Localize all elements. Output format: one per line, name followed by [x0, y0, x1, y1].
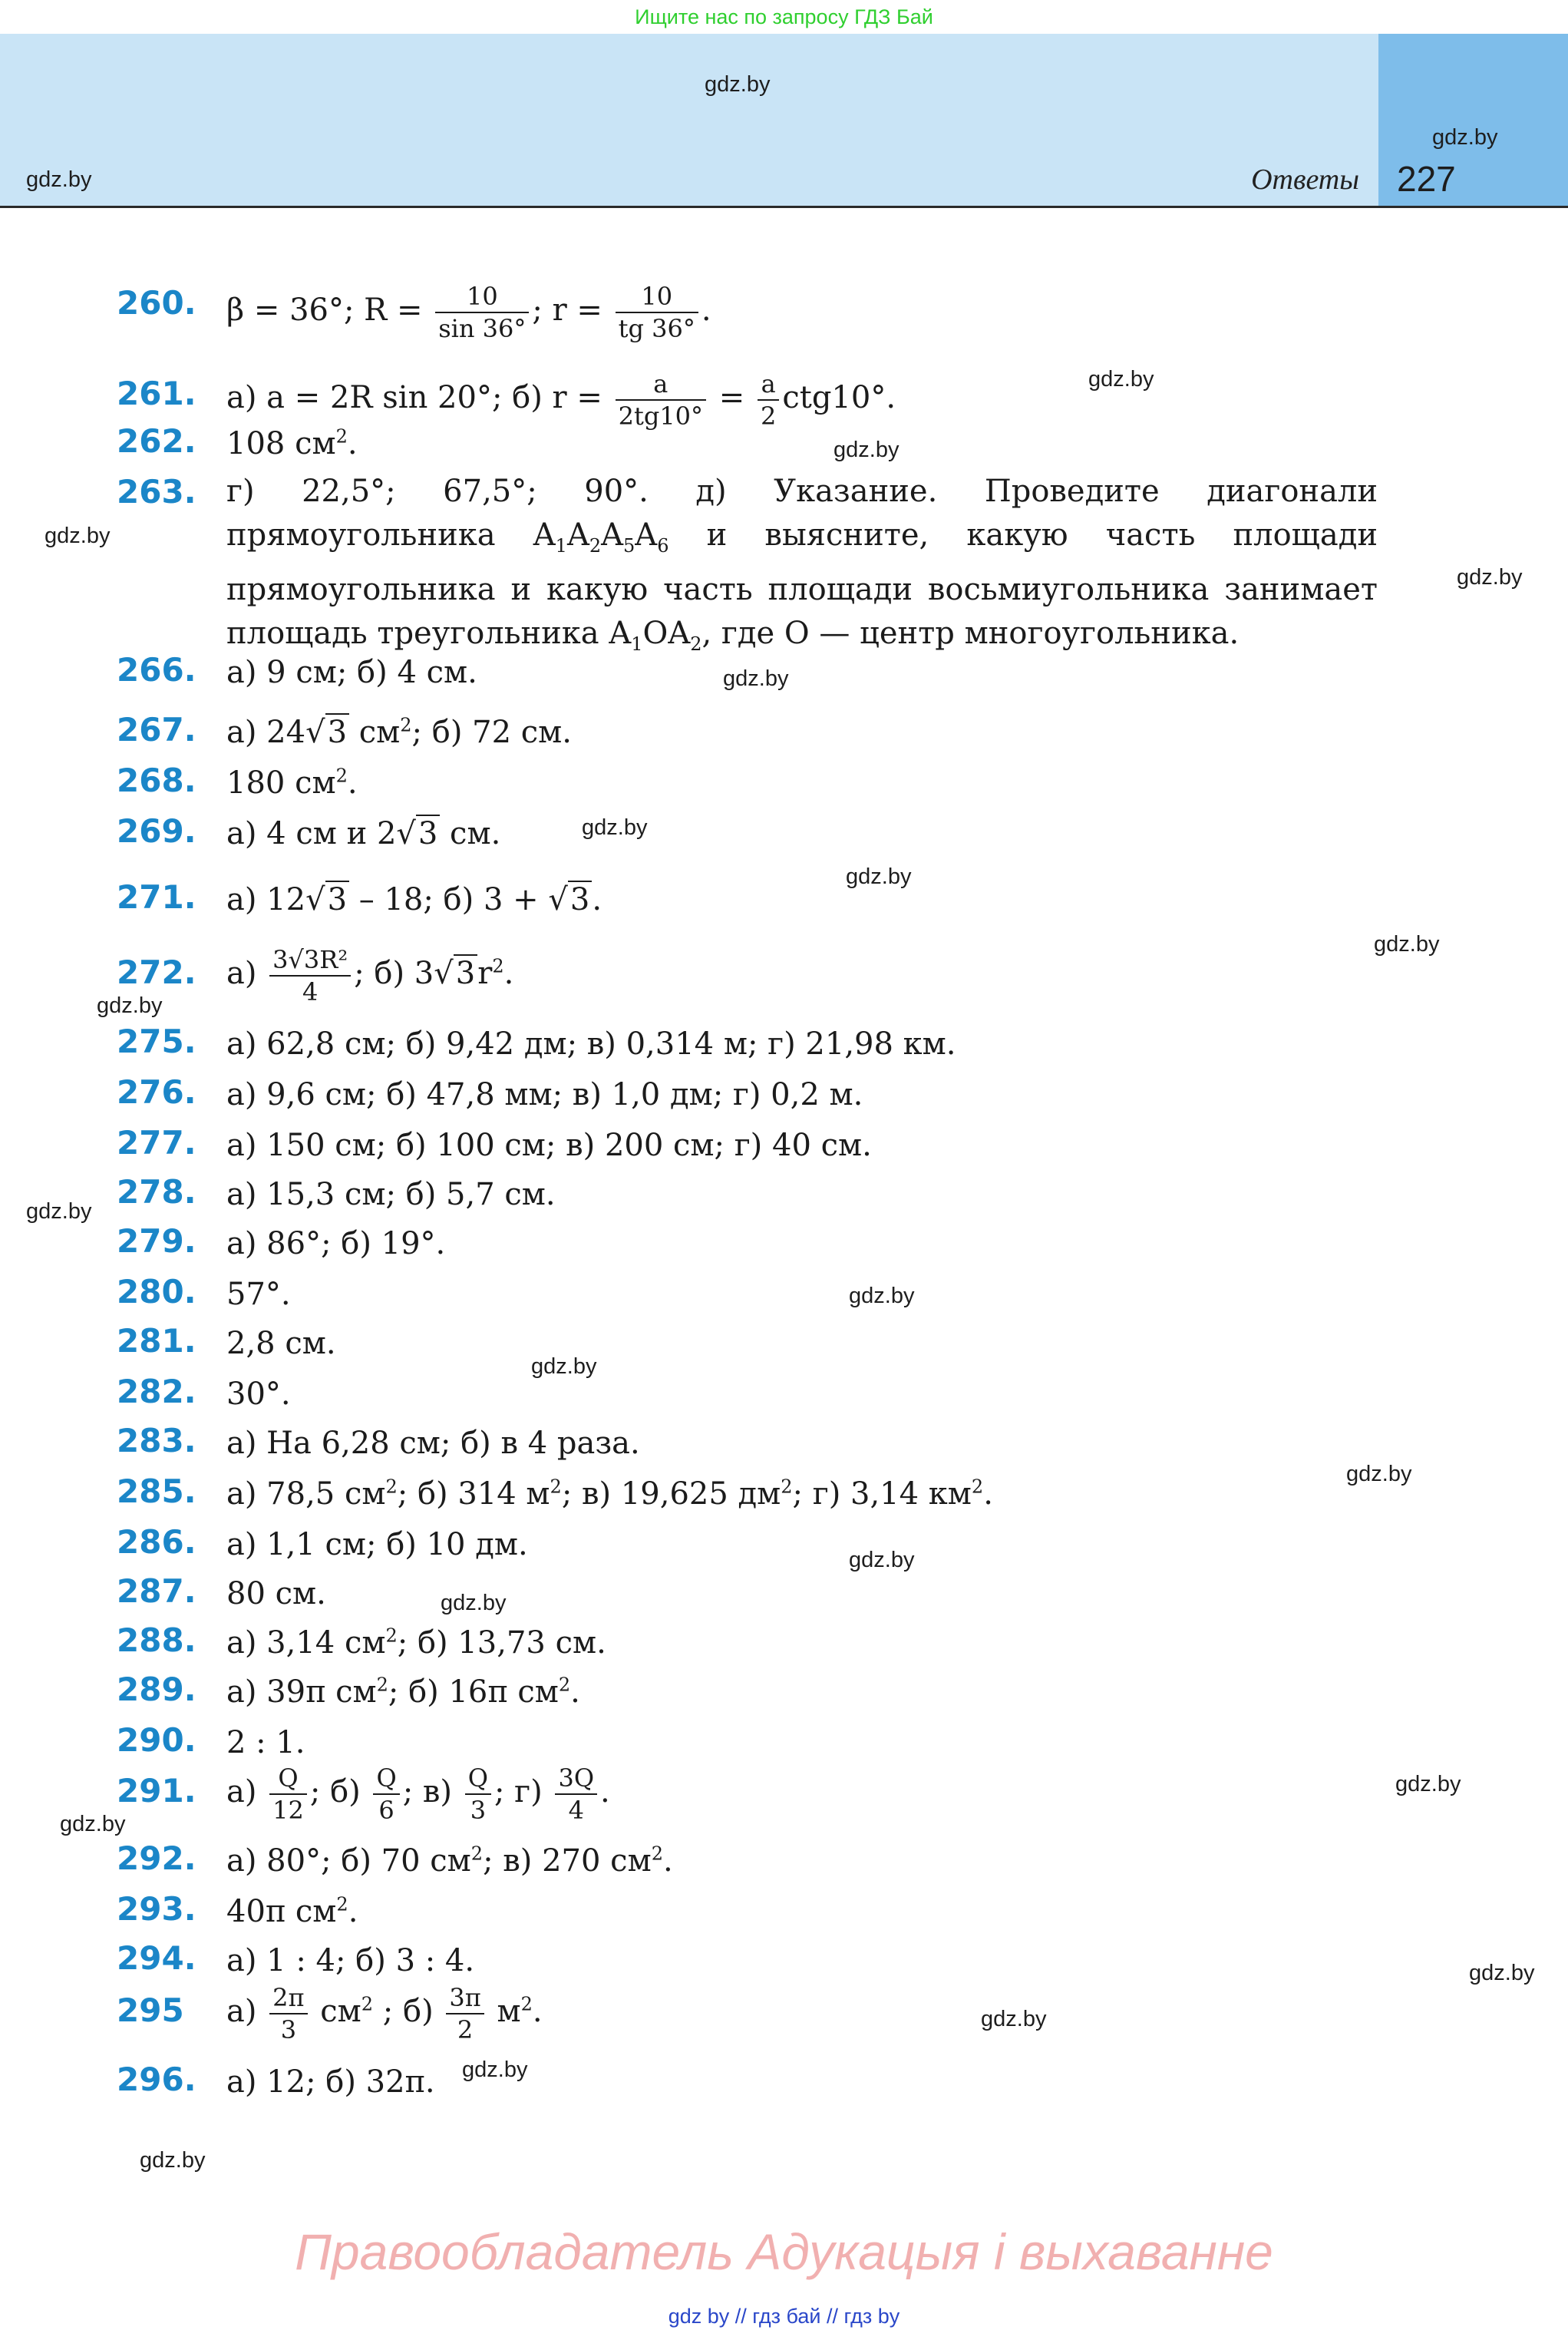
answer-number: 295 [117, 1991, 184, 2029]
answer-number: 275. [117, 1023, 196, 1060]
answer-text: а) На 6,28 см; б) в 4 раза. [226, 1426, 640, 1461]
watermark: gdz.by [1469, 1961, 1535, 1985]
answer-text: а) 9,6 см; б) 47,8 мм; в) 1,0 дм; г) 0,2 м. [226, 1077, 863, 1112]
answer-text: β = 36°; R = $\frac{10}{\sin 36^\circ}$ ; r = $\frac{10}{tg 36^\circ}$ . [226, 282, 711, 343]
watermark: gdz.by [705, 72, 771, 97]
answer-number: 266. [117, 651, 196, 689]
answer-number: 269. [117, 812, 196, 850]
watermark: gdz.by [1432, 125, 1498, 150]
watermark: gdz.by [441, 1591, 507, 1615]
answer-number: 272. [117, 954, 196, 991]
answer-number: 261. [117, 375, 196, 412]
answer-text: 57°. [226, 1277, 291, 1312]
answer-number: 268. [117, 762, 196, 799]
answer-text: 30°. [226, 1377, 291, 1412]
watermark: gdz.by [26, 1199, 92, 1224]
fraction: $\frac{Q}{6}$ [373, 1763, 399, 1826]
answer-number: 260. [117, 284, 196, 322]
answer-text: 40π $см^2$. [226, 1893, 358, 1929]
header-divider [0, 206, 1568, 208]
answer-text: 108 $см^2$. [226, 425, 358, 461]
answer-text: а) 80°; б) 70 $см^2$; в) 270 $см^2$. [226, 1843, 673, 1879]
watermark: gdz.by [846, 864, 912, 889]
watermark: gdz.by [97, 993, 163, 1018]
answer-number: 288. [117, 1621, 196, 1659]
fraction: $\frac{2\pi}{3}$ [269, 1982, 307, 2045]
watermark: gdz.by [462, 2057, 528, 2082]
answer-text: а) a = 2R sin 20°; б) r = $\frac{a}{2tg10^\circ}$ = $\frac{a}{2}$ ctg10°. [226, 369, 896, 431]
fraction: $\frac{3Q}{4}$ [555, 1763, 597, 1826]
answer-text: а) 62,8 см; б) 9,42 дм; в) 0,314 м; г) 21,98 км. [226, 1026, 956, 1062]
fraction: $\frac{\text{3√3R²}}{4}$ [269, 944, 351, 1007]
answer-number: 292. [117, 1839, 196, 1877]
watermark: gdz.by [1395, 1772, 1461, 1796]
watermark: gdz.by [26, 167, 92, 192]
answer-number: 282. [117, 1373, 196, 1410]
answer-number: 281. [117, 1322, 196, 1360]
fraction: $\frac{10}{\sin 36^\circ}$ [435, 281, 529, 344]
answer-text: а) 12; б) 32π. [226, 2064, 435, 2100]
answer-number: 267. [117, 711, 196, 749]
answer-text: а) 1 : 4; б) 3 : 4. [226, 1943, 475, 1978]
answer-number: 276. [117, 1073, 196, 1111]
answer-number: 279. [117, 1222, 196, 1260]
watermark: gdz.by [849, 1548, 915, 1572]
footer-links[interactable]: gdz by // гдз бай // гдз by [668, 2305, 900, 2328]
fraction: $\frac{a}{2}$ [758, 369, 779, 431]
answer-text: а) 150 см; б) 100 см; в) 200 см; г) 40 см. [226, 1128, 872, 1163]
answer-text: а) 1,1 см; б) 10 дм. [226, 1527, 528, 1562]
answer-number: 287. [117, 1572, 196, 1610]
top-banner[interactable]: Ищите нас по запросу ГДЗ Бай [635, 5, 933, 28]
answer-text: г) 22,5°; 67,5°; 90°. д) Указание. Проведите диагонали прямоугольника $A_1A_2A_5A_6$ и выясните, какую часть площади прямоугольника и какую часть площади восьмиугольника занимает площадь треугольника $A_1OA_2$, где O — центр многоугольника. [226, 474, 1378, 655]
watermark: gdz.by [723, 666, 789, 691]
answer-text: а) 39π $см^2$; б) 16π $см^2$. [226, 1674, 580, 1710]
answer-text: а) 4 см и 2√3 см. [226, 816, 501, 851]
answer-text: 180 $см^2$. [226, 765, 358, 801]
answer-text: а) $\frac{2\pi}{3}$ $см^2$ ; б) $\frac{3\pi}{2}$ $м^2$. [226, 1983, 543, 2044]
answer-text: а) $\frac{Q}{12}$ ; б) $\frac{Q}{6}$ ; в) $\frac{Q}{3}$ ; г) $\frac{3Q}{4}$ . [226, 1763, 610, 1825]
watermark: gdz.by [849, 1284, 915, 1308]
answer-number: 263. [117, 473, 196, 511]
watermark: gdz.by [981, 2007, 1047, 2031]
answer-number: 291. [117, 1772, 196, 1810]
answer-number: 278. [117, 1173, 196, 1211]
watermark: gdz.by [45, 524, 111, 548]
header-band [0, 34, 1378, 207]
answer-number: 271. [117, 878, 196, 916]
answer-number: 285. [117, 1472, 196, 1510]
answer-text: а) 9 см; б) 4 см. [226, 655, 477, 690]
watermark: gdz.by [582, 815, 648, 840]
answer-number: 290. [117, 1721, 196, 1759]
answer-text: 2 : 1. [226, 1725, 305, 1760]
answer-text: а) 15,3 см; б) 5,7 см. [226, 1177, 556, 1212]
watermark: gdz.by [834, 438, 900, 462]
answer-number: 277. [117, 1124, 196, 1162]
fraction: $\frac{10}{tg 36^\circ}$ [616, 281, 698, 344]
answer-number: 294. [117, 1939, 196, 1977]
answer-number: 262. [117, 422, 196, 460]
answer-number: 289. [117, 1671, 196, 1708]
watermark: gdz.by [1346, 1462, 1412, 1486]
watermark: gdz.by [1457, 565, 1523, 590]
watermark: gdz.by [60, 1812, 126, 1836]
answer-number: 293. [117, 1890, 196, 1928]
watermark: gdz.by [140, 2148, 206, 2173]
answer-number: 296. [117, 2061, 196, 2098]
fraction: $\frac{Q}{3}$ [465, 1763, 491, 1826]
watermark: gdz.by [1088, 367, 1154, 392]
answer-text: а) 3,14 $см^2$; б) 13,73 см. [226, 1624, 606, 1661]
answer-number: 283. [117, 1422, 196, 1459]
answer-text: 2,8 см. [226, 1326, 336, 1361]
copyright-notice: Правообладатель Адукацыя і выхаванне [295, 2223, 1273, 2280]
answer-number: 286. [117, 1523, 196, 1561]
answer-text: а) $\frac{\text{3√3R²}}{4}$ ; б) $3√3r^2$. [226, 945, 514, 1006]
fraction: $\frac{a}{2tg10^\circ}$ [616, 369, 706, 431]
fraction: $\frac{3\pi}{2}$ [446, 1982, 484, 2045]
page-number: 227 [1397, 159, 1456, 199]
answer-text: а) 24√3 $см^2$; б) 72 см. [226, 714, 572, 750]
fraction: $\frac{Q}{12}$ [269, 1763, 307, 1826]
answer-number: 280. [117, 1273, 196, 1310]
watermark: gdz.by [1374, 932, 1440, 957]
answer-text: а) 78,5 $см^2$; б) 314 $м^2$; в) 19,625 $дм^2$; г) 3,14 $км^2$. [226, 1476, 993, 1512]
answer-text: а) 12√3 – 18; б) 3 + √3. [226, 882, 602, 917]
section-title: Ответы [1251, 164, 1359, 196]
answer-text: а) 86°; б) 19°. [226, 1226, 446, 1261]
watermark: gdz.by [531, 1354, 597, 1379]
answer-text: 80 см. [226, 1576, 326, 1611]
